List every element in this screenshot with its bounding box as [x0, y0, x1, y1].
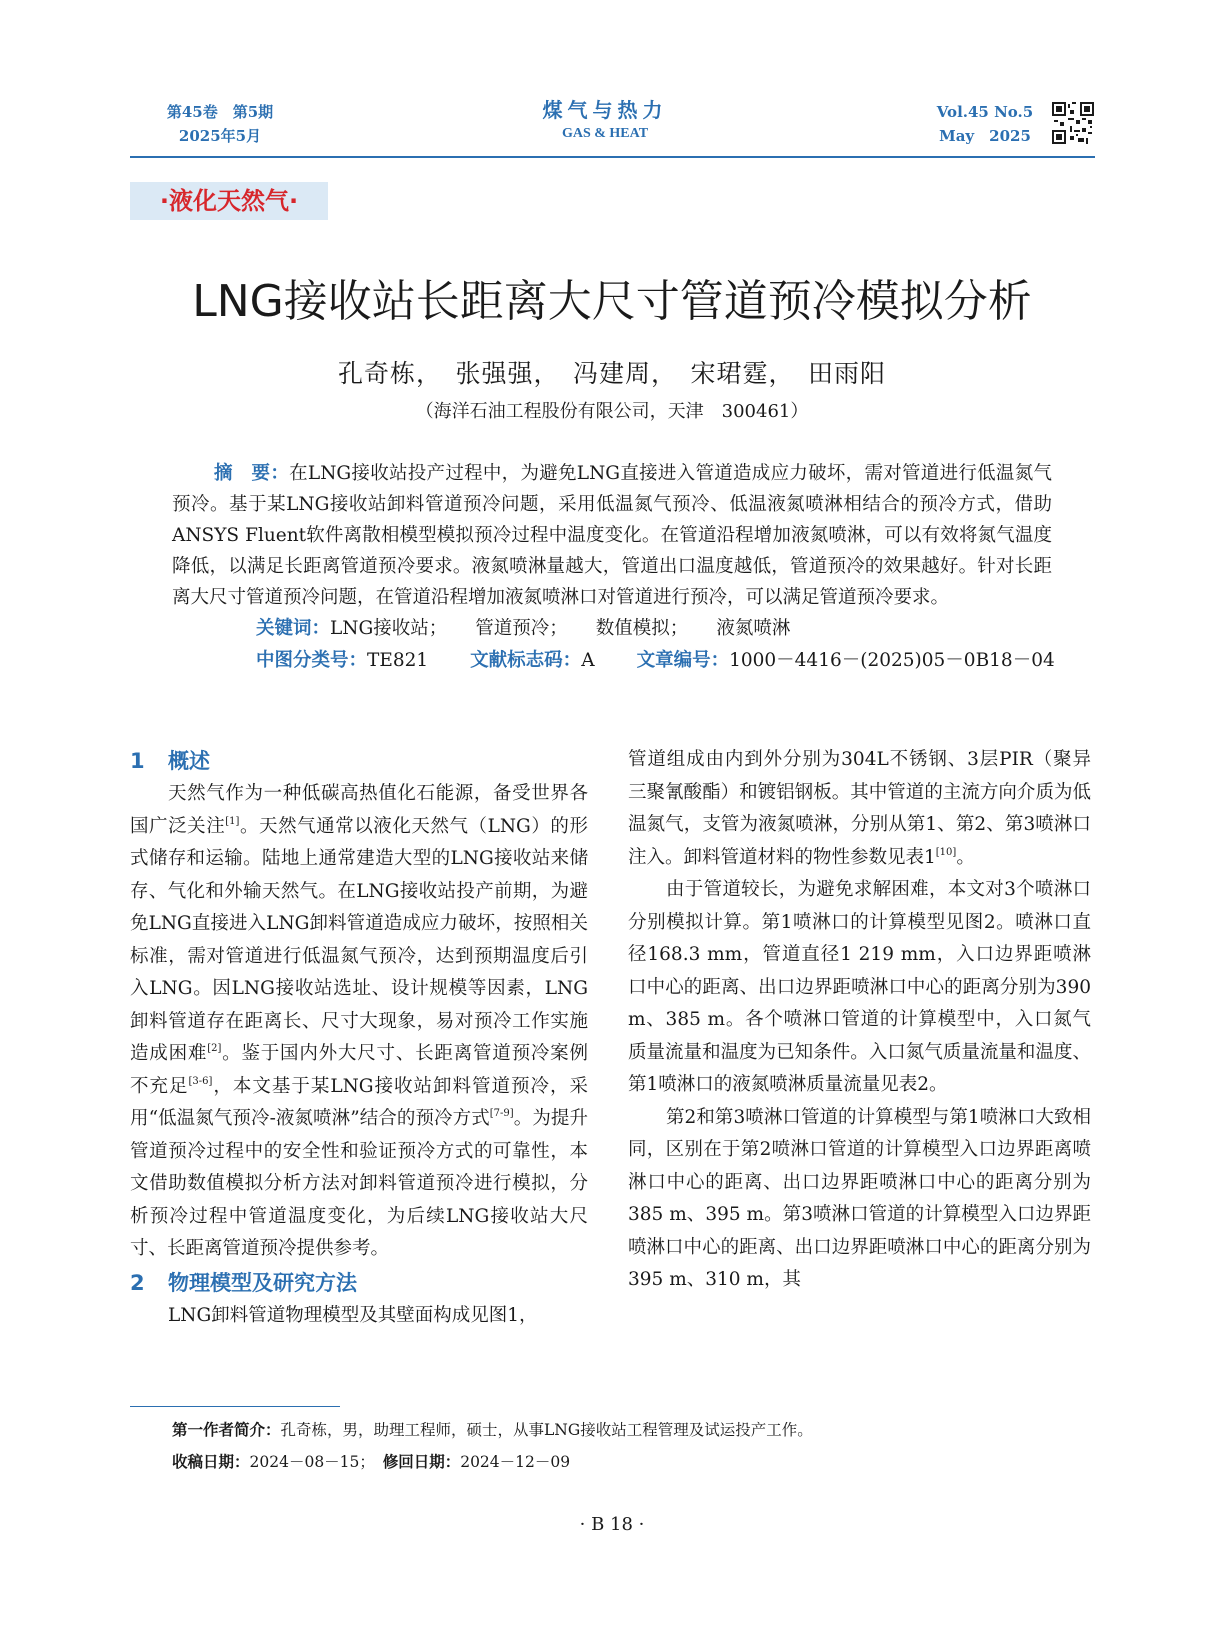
keywords	[172, 613, 1052, 645]
qr-code-icon	[1052, 102, 1094, 144]
paragraph: LNG卸料管道物理模型及其壁面构成见图1，	[168, 1304, 538, 1326]
text-run: 天然气作为一种低碳高热值化石能源，备受世界各国广泛关注	[130, 783, 588, 837]
classification	[172, 645, 1055, 677]
dates	[172, 1446, 1072, 1478]
section-number: 2	[130, 1270, 145, 1295]
author-bio-label: 第一作者简介：	[172, 1421, 281, 1439]
keyword: 管道预冷；	[475, 618, 568, 639]
citation: [10]	[935, 846, 957, 858]
body-column-left	[130, 744, 588, 1332]
abstract-label: 摘 要：	[214, 463, 290, 484]
text-run: ，本文基于某LNG接收站卸料管道预冷，采用“低温氮气预冷-液氮喷淋”结合的预冷方式	[130, 1075, 588, 1129]
author-bio	[172, 1414, 1072, 1446]
paragraph	[628, 744, 1091, 874]
doc-code-label: 文献标志码：	[470, 650, 582, 671]
body-column-right	[628, 744, 1091, 1297]
affiliation: （海洋石油工程股份有限公司，天津 300461）	[415, 401, 809, 422]
doc-code-value: A	[581, 650, 595, 671]
header-volume-block	[140, 100, 300, 148]
abstract-text: 在LNG接收站投产过程中，为避免LNG直接进入管道造成应力破坏，需对管道进行低温氮气预冷。基于某LNG接收站卸料管道预冷问题，采用低温氮气预冷、低温液氮喷淋相结合的预冷方式，借助ANSYS Fluent软件离散相模型模拟预冷过程中温度变化。在管道沿程增加液氮喷淋，可以有效将氮气温度降低，以满足长距离管道预冷要求。液氮喷淋量越大，管道出口温度越低，管道预冷的效果越好。针对长距离大尺寸管道预冷问题，在管道沿程增加液氮喷淋口对管道进行预冷，可以满足管道预冷要求。	[172, 463, 1052, 608]
section-heading	[130, 744, 588, 778]
footnotes	[172, 1414, 1072, 1478]
keyword: LNG接收站；	[330, 618, 448, 639]
journal-name-en: GAS & HEAT	[561, 126, 649, 141]
header-vol-no: Vol.45 No.5	[936, 103, 1034, 121]
section-number: 1	[130, 749, 145, 773]
page-number: · B 18 ·	[579, 1514, 645, 1535]
article-id-label: 文章编号：	[636, 650, 730, 671]
citation: [1]	[225, 815, 240, 827]
revised-label: 修回日期：	[382, 1453, 461, 1471]
keyword: 液氮喷淋	[716, 618, 791, 639]
author-bio-text: 孔奇栋，男，助理工程师，硕士，从事LNG接收站工程管理及试运投产工作。	[280, 1421, 813, 1439]
text-run: 。鉴于国内外大尺寸、长距离管道预冷案例不充足	[130, 1043, 588, 1097]
text-run: 。天然气通常以液化天然气（LNG）的形式储存和运输。陆地上通常建造大型的LNG接收站来储存、气化和外输天然气。在LNG接收站投产前期，为避免LNG直接进入LNG卸料管道造成应力破坏，按照相关标准，需对管道进行低温氮气预冷，达到预期温度后引入LNG。因LNG接收站选址、设计规模等因素，LNG卸料管道存在距离长、尺寸大现象，易对预冷工作实施造成困难	[130, 815, 588, 1064]
clc-value: TE821	[367, 650, 429, 671]
section-heading	[130, 1266, 588, 1300]
clc-label: 中图分类号：	[256, 650, 368, 671]
footnote-rule	[130, 1406, 340, 1407]
journal-name-cn: 煤气与热力	[542, 98, 668, 122]
received-label: 收稿日期：	[172, 1453, 250, 1471]
authors: 孔奇栋， 张强强， 冯建周， 宋珺霆， 田雨阳	[337, 359, 886, 388]
text-run: 管道组成由内到外分别为304L不锈钢、3层PIR（聚异三聚氰酸酯）和镀铝钢板。其中管道的主流方向介质为低温氮气，支管为液氮喷淋，分别从第1、第2、第3喷淋口注入。卸料管道材料的物性参数见表1	[628, 749, 1091, 868]
received-date: 2024－08－15；	[249, 1453, 368, 1471]
abstract	[172, 458, 1052, 613]
paragraph: 第2和第3喷淋口管道的计算模型与第1喷淋口大致相同，区别在于第2喷淋口管道的计算模型入口边界距离喷淋口中心的距离、出口边界距喷淋口中心的距离分别为385 m、395 m。第3喷淋口管道的计算模型入口边界距喷淋口中心的距离、出口边界距喷淋口中心的距离分别为395 m、310 m，其	[628, 1106, 1091, 1290]
citation: [7-9]	[489, 1108, 514, 1119]
column-tag: ·液化天然气·	[130, 182, 328, 220]
paragraph: 由于管道较长，为避免求解困难，本文对3个喷淋口分别模拟计算。第1喷淋口的计算模型见图2。喷淋口直径168.3 mm，管道直径1 219 mm，入口边界距喷淋口中心的距离、出口边界距喷淋口中心的距离分别为390 m、385 m。各个喷淋口管道的计算模型中，入口氮气质量流量和温度为已知条件。入口氮气质量流量和温度、第1喷淋口的液氮喷淋质量流量见表2。	[628, 879, 1091, 1095]
paragraph	[130, 778, 588, 1266]
header-journal-block	[440, 96, 770, 144]
header-rule	[130, 156, 1095, 158]
header-month-year: May 2025	[939, 127, 1031, 145]
article-id-value: 1000－4416－(2025)05－0B18－04	[729, 650, 1055, 671]
citation: [3-6]	[188, 1075, 213, 1087]
text-run: 。为提升管道预冷过程中的安全性和验证预冷方式的可靠性，本文借助数值模拟分析方法对卸料管道预冷进行模拟，分析预冷过程中管道温度变化，为后续LNG接收站大尺寸、长距离管道预冷提供参考。	[130, 1108, 588, 1259]
citation: [2]	[207, 1043, 222, 1054]
keyword: 数值模拟；	[595, 618, 689, 639]
abstract-block	[172, 458, 1055, 677]
article-title: LNG接收站长距离大尺寸管道预冷模拟分析	[192, 276, 1032, 327]
header-date: 2025年5月	[178, 127, 262, 145]
keywords-label: 关键词：	[256, 618, 331, 639]
header-volume-issue: 第45卷 第5期	[166, 103, 274, 121]
section-title: 概述	[168, 749, 210, 773]
revised-date: 2024－12－09	[460, 1453, 571, 1471]
section-title: 物理模型及研究方法	[168, 1270, 357, 1295]
text-run: 。	[956, 846, 975, 868]
header-volume-en-block	[930, 100, 1040, 148]
